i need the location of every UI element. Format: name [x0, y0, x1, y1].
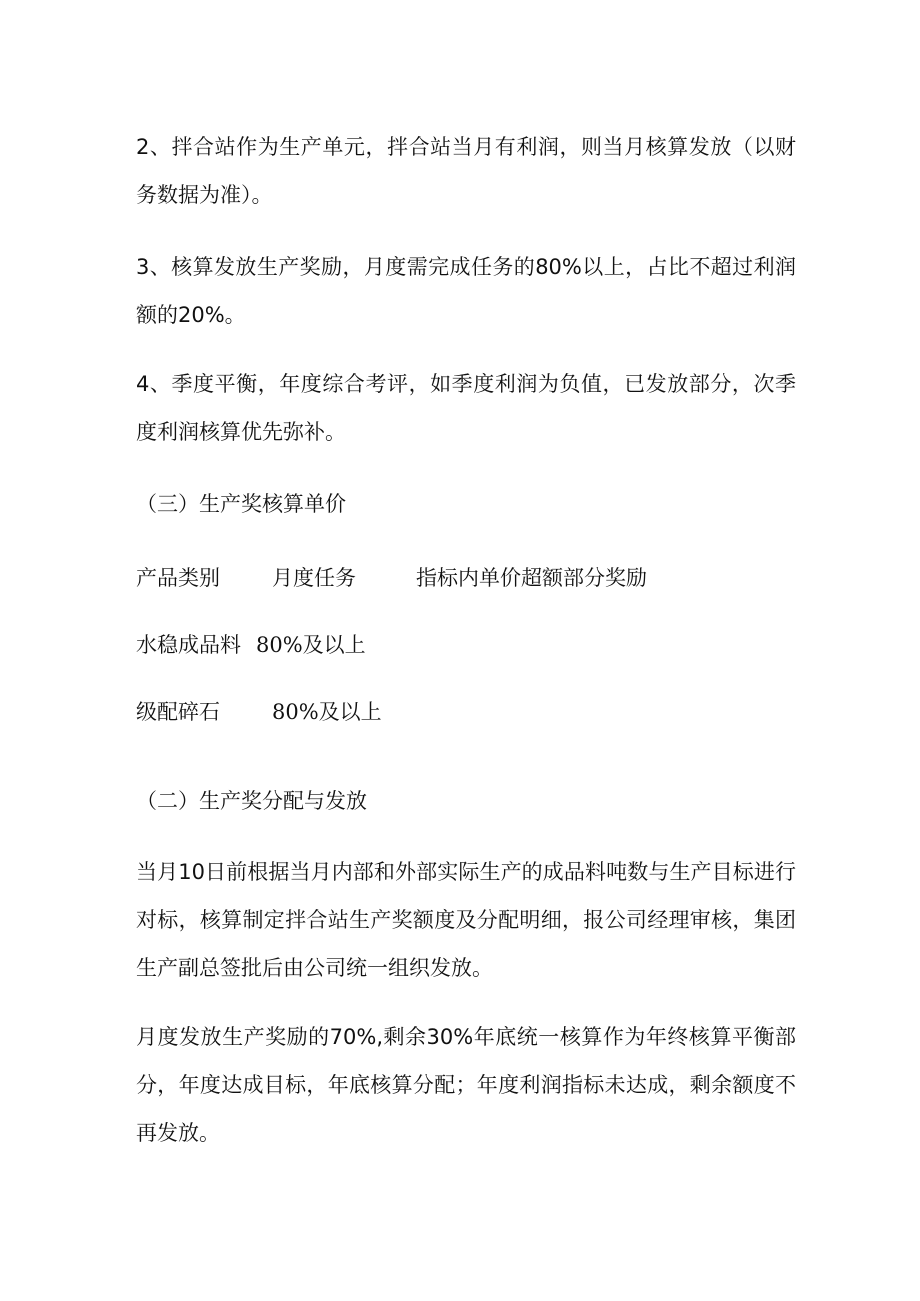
table-header-row	[136, 558, 796, 598]
table-cell-task: 80%及以上	[256, 633, 366, 657]
section-heading-unit-price: （三）生产奖核算单价	[136, 492, 346, 516]
table-cell-task: 80%及以上	[272, 700, 382, 724]
paragraph-distribution-ratio: 月度发放生产奖励的70%,剩余30%年底统一核算作为年终核算平衡部分，年度达成目标，年底核算分配；年度利润指标未达成，剩余额度不再发放。	[136, 1025, 796, 1145]
table-cell-product: 水稳成品料	[136, 633, 241, 657]
table-cell-product: 级配碎石	[136, 700, 220, 724]
table-row	[136, 692, 796, 732]
table-header-monthly-task: 月度任务	[272, 566, 356, 590]
table-header-unit-price-bonus: 指标内单价超额部分奖励	[416, 566, 647, 590]
paragraph-distribution-process: 当月10日前根据当月内部和外部实际生产的成品料吨数与生产目标进行对标，核算制定拌合站生产奖额度及分配明细，报公司经理审核，集团生产副总签批后由公司统一组织发放。	[136, 860, 796, 980]
table-row	[136, 625, 796, 665]
table-header-product-category: 产品类别	[136, 566, 220, 590]
paragraph-item-3: 3、核算发放生产奖励，月度需完成任务的80%以上，占比不超过利润额的20%。	[136, 255, 796, 327]
section-heading-distribution: （二）生产奖分配与发放	[136, 789, 367, 813]
paragraph-item-4: 4、季度平衡，年度综合考评，如季度利润为负值，已发放部分，次季度利润核算优先弥补。	[136, 372, 796, 444]
paragraph-item-2: 2、拌合站作为生产单元，拌合站当月有利润，则当月核算发放（以财务数据为准）。	[136, 135, 796, 207]
